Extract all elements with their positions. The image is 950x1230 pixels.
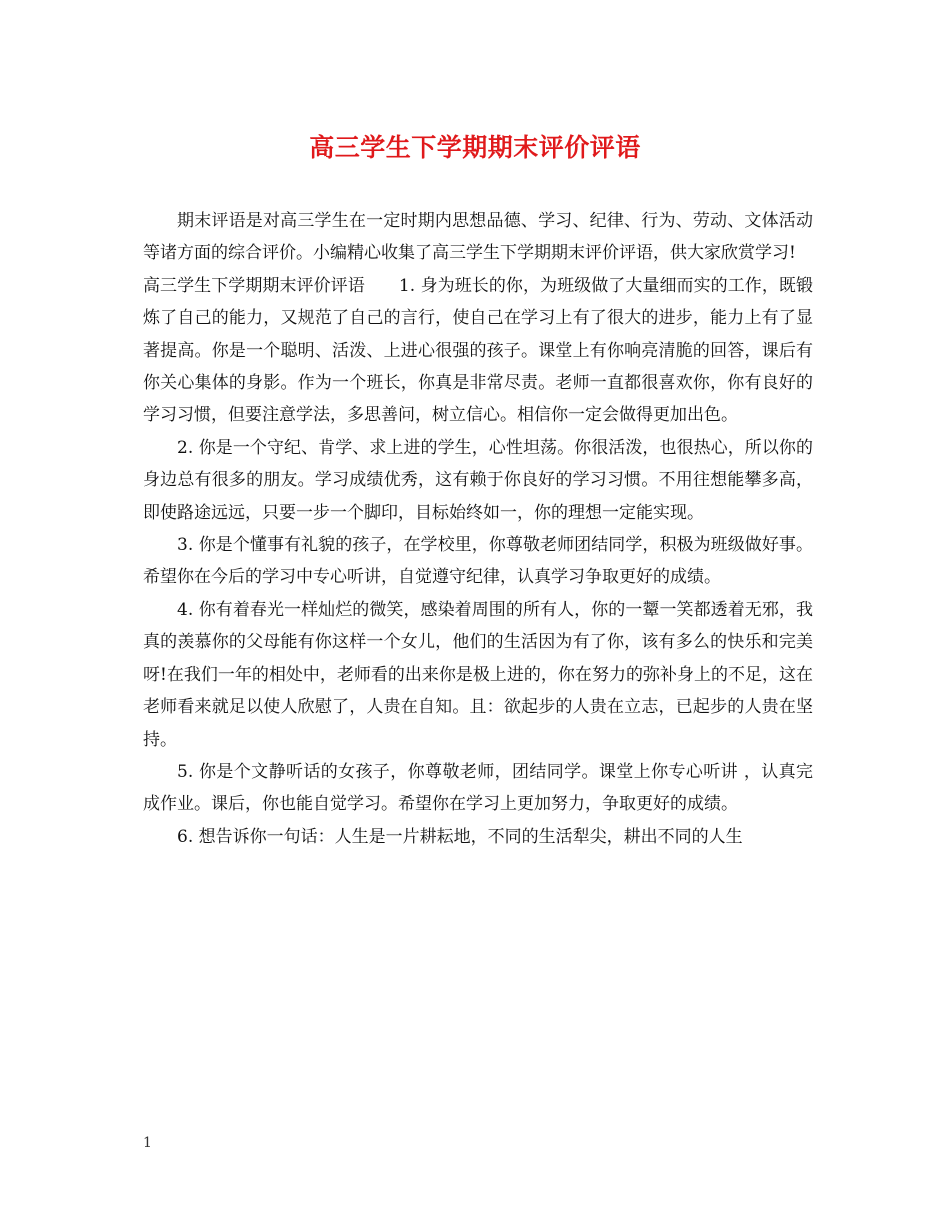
comment-paragraph-4: 4. 你有着春光一样灿烂的微笑，感染着周围的所有人，你的一颦一笑都透着无邪，我真的羡慕你的父母能有你这样一个女儿，他们的生活因为有了你，该有多么的快乐和完美呀!在我们一年的相处中，老师看的出来你是极上进的，你在努力的弥补身上的不足，这在老师看来就足以使人欣慰了，人贵在自知。且：欲起步的人贵在立志，已起步的人贵在坚持。: [143, 599, 813, 750]
comment-paragraph-6: 6. 想告诉你一句话：人生是一片耕耘地，不同的生活犁尖，耕出不同的人生: [177, 826, 743, 847]
document-body: [143, 205, 813, 853]
page-number: 1: [143, 1135, 152, 1151]
comment-paragraph-5: 5. 你是个文静听话的女孩子，你尊敬老师，团结同学。课堂上你专心听讲 ，认真完成作业。课后，你也能自觉学习。希望你在学习上更加努力，争取更好的成绩。: [143, 761, 813, 815]
comment-paragraph-1: 高三学生下学期期末评价评语 1. 身为班长的你，为班级做了大量细而实的工作，既锻炼了自己的能力，又规范了自己的言行，使自己在学习上有了很大的进步，能力上有了显著提高。你是一个聪明、活泼、上进心很强的孩子。课堂上有你响亮清脆的回答，课后有你关心集体的身影。作为一个班长，你真是非常尽责。老师一直都很喜欢你，你有良好的学习习惯，但要注意学法，多思善问，树立信心。相信你一定会做得更加出色。: [143, 275, 813, 426]
comment-paragraph-3: 3. 你是个懂事有礼貌的孩子，在学校里，你尊敬老师团结同学，积极为班级做好事。希望你在今后的学习中专心听讲，自觉遵守纪律，认真学习争取更好的成绩。: [143, 535, 813, 588]
page-title: 高三学生下学期期末评价评语: [309, 133, 641, 162]
intro-paragraph: 期末评语是对高三学生在一定时期内思想品德、学习、纪律、行为、劳动、文体活动等诸方面的综合评价。小编精心收集了高三学生下学期期末评价评语，供大家欣赏学习!: [143, 211, 813, 264]
comment-paragraph-2: 2. 你是一个守纪、肯学、求上进的学生，心性坦荡。你很活泼，也很热心，所以你的身边总有很多的朋友。学习成绩优秀，这有赖于你良好的学习习惯。不用往想能攀多高，即使路途远远，只要一步一个脚印，目标始终如一，你的理想一定能实现。: [143, 437, 813, 523]
